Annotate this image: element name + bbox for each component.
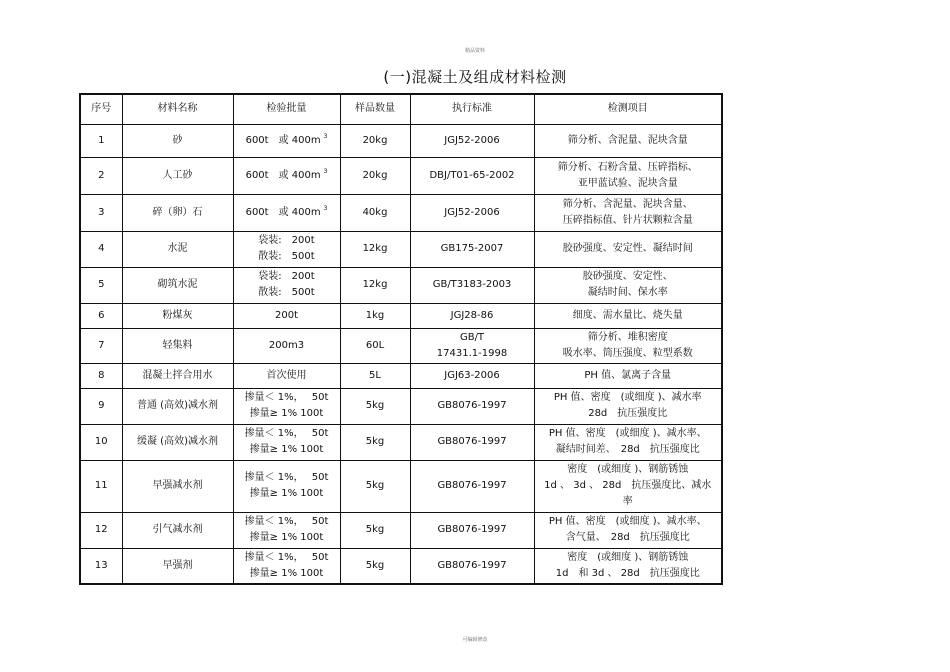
batch-line: 掺量＜ 1%， 50t — [244, 551, 329, 563]
row-number: 5 — [80, 267, 122, 303]
test-items — [534, 124, 722, 157]
batch-line: 首次使用 — [266, 369, 307, 381]
batch-line: 掺量≥ 1% 100t — [249, 567, 324, 579]
sample-quantity: 20kg — [340, 124, 410, 157]
batch-size — [233, 303, 340, 328]
row-number: 12 — [80, 512, 122, 548]
test-items — [534, 231, 722, 267]
table-row — [80, 460, 722, 512]
batch-line: 掺量＜ 1%， 50t — [244, 428, 329, 439]
batch-size — [233, 363, 340, 388]
row-number: 11 — [80, 460, 122, 512]
standard-line: GB/T — [459, 331, 485, 343]
material-name: 水泥 — [122, 231, 233, 267]
row-number: 1 — [80, 124, 122, 157]
row-number: 2 — [80, 157, 122, 194]
material-name: 普通 (高效)减水剂 — [122, 388, 233, 424]
standard — [410, 194, 534, 231]
table-row — [80, 424, 722, 460]
test-item-line: 吸水率、筒压强度、粒型系数 — [562, 347, 693, 359]
footer-note: 可编辑修改 — [462, 637, 488, 643]
sample-quantity: 5kg — [340, 512, 410, 548]
row-number: 4 — [80, 231, 122, 267]
batch-size — [233, 460, 340, 512]
test-item-line: 密度 (或细度 )、钢筋锈蚀 — [567, 551, 689, 563]
standard-line: JGJ52-2006 — [444, 206, 500, 218]
row-number: 7 — [80, 328, 122, 363]
test-item-line: 含气量、 28d 抗压强度比 — [565, 532, 690, 543]
table-row — [80, 363, 722, 388]
material-name: 缓凝 (高效)减水剂 — [122, 424, 233, 460]
test-item-line: PH 值、密度 (或细度 )、减水率、 — [548, 516, 707, 527]
sample-quantity: 5kg — [340, 388, 410, 424]
standard-line: 17431.1-1998 — [436, 347, 508, 359]
table-row — [80, 194, 722, 231]
test-item-line: PH 值、密度 (或细度 )、减水率、 — [548, 428, 707, 439]
batch-line: 600t 或 400m — [245, 169, 321, 181]
test-items — [534, 303, 722, 328]
batch-size — [233, 124, 340, 157]
test-item-line: 筛分析、石粉含量、压碎指标、 — [557, 161, 698, 173]
batch-size — [233, 548, 340, 584]
sample-quantity: 12kg — [340, 267, 410, 303]
standard — [410, 512, 534, 548]
batch-line: 掺量≥ 1% 100t — [249, 532, 324, 543]
unit-superscript: 3 — [323, 204, 328, 212]
batch-line: 掺量≥ 1% 100t — [249, 488, 324, 499]
table-row — [80, 388, 722, 424]
batch-size — [233, 512, 340, 548]
standard — [410, 267, 534, 303]
column-header-sample: 样品数量 — [340, 94, 410, 124]
material-name: 早强剂 — [122, 548, 233, 584]
test-item-line: 细度、需水量比、烧失量 — [572, 309, 683, 321]
sample-quantity: 20kg — [340, 157, 410, 194]
test-item-line: PH 值、氯离子含量 — [584, 369, 672, 381]
standard — [410, 424, 534, 460]
standard — [410, 388, 534, 424]
unit-superscript: 3 — [323, 167, 328, 175]
standard — [410, 124, 534, 157]
column-header-batch: 检验批量 — [233, 94, 340, 124]
test-item-line: 筛分析、堆积密度 — [587, 331, 668, 343]
material-name: 混凝土拌合用水 — [122, 363, 233, 388]
column-header-items: 检测项目 — [534, 94, 722, 124]
row-number: 6 — [80, 303, 122, 328]
batch-size — [233, 194, 340, 231]
standard — [410, 548, 534, 584]
unit-superscript: 3 — [323, 132, 328, 140]
column-header-name: 材料名称 — [122, 94, 233, 124]
batch-line: 600t 或 400m — [245, 206, 321, 218]
batch-size — [233, 424, 340, 460]
sample-quantity: 40kg — [340, 194, 410, 231]
standard — [410, 328, 534, 363]
batch-line: 掺量≥ 1% 100t — [249, 444, 324, 455]
standard — [410, 460, 534, 512]
standard-line: GB8076-1997 — [437, 524, 507, 535]
sample-quantity: 5kg — [340, 548, 410, 584]
standard — [410, 363, 534, 388]
test-items — [534, 512, 722, 548]
sample-quantity: 1kg — [340, 303, 410, 328]
standard-line: GB175-2007 — [440, 243, 504, 254]
table-row — [80, 124, 722, 157]
standard-line: JGJ28-86 — [450, 309, 494, 321]
row-number: 3 — [80, 194, 122, 231]
sample-quantity: 60L — [340, 328, 410, 363]
test-item-line: 凝结时间差、 28d 抗压强度比 — [555, 444, 700, 455]
batch-line: 200m3 — [268, 339, 305, 351]
test-items — [534, 460, 722, 512]
sample-quantity: 12kg — [340, 231, 410, 267]
table-row — [80, 303, 722, 328]
standard-line: GB8076-1997 — [437, 400, 507, 411]
test-items — [534, 388, 722, 424]
test-item-line: 筛分析、含泥量、泥块含量 — [567, 134, 688, 146]
batch-line: 袋装: 200t — [258, 235, 315, 246]
standard — [410, 231, 534, 267]
page-title: (一)混凝土及组成材料检测 — [383, 68, 567, 86]
batch-line: 掺量≥ 1% 100t — [249, 408, 324, 419]
standard-line: GB8076-1997 — [437, 436, 507, 447]
material-name: 砌筑水泥 — [122, 267, 233, 303]
test-item-line: 压碎指标值、针片状颗粒含量 — [562, 214, 693, 226]
test-item-line: 28d 抗压强度比 — [588, 408, 668, 419]
table-row — [80, 157, 722, 194]
test-items — [534, 548, 722, 584]
standard-line: DBJ/T01-65-2002 — [429, 169, 515, 181]
material-name: 引气减水剂 — [122, 512, 233, 548]
table-row — [80, 267, 722, 303]
row-number: 9 — [80, 388, 122, 424]
material-name: 碎（卵）石 — [122, 194, 233, 231]
row-number: 10 — [80, 424, 122, 460]
batch-size — [233, 267, 340, 303]
test-items — [534, 328, 722, 363]
row-number: 13 — [80, 548, 122, 584]
test-item-line: 筛分析、含泥量、泥块含量、 — [562, 198, 693, 210]
sample-quantity: 5L — [340, 363, 410, 388]
sample-quantity: 5kg — [340, 460, 410, 512]
test-item-line: 凝结时间、保水率 — [587, 287, 668, 298]
table-row — [80, 328, 722, 363]
material-name: 早强减水剂 — [122, 460, 233, 512]
test-item-line: 率 — [622, 496, 633, 507]
batch-size — [233, 157, 340, 194]
test-items — [534, 424, 722, 460]
column-header-no: 序号 — [80, 94, 122, 124]
test-items — [534, 363, 722, 388]
batch-size — [233, 328, 340, 363]
batch-line: 袋装: 200t — [258, 271, 315, 282]
test-item-line: 胶砂强度、安定性、凝结时间 — [562, 243, 693, 254]
test-item-line: PH 值、密度 (或细度 )、减水率 — [553, 392, 702, 403]
batch-line: 600t 或 400m — [245, 134, 321, 146]
batch-size — [233, 231, 340, 267]
test-item-line: 密度 (或细度 )、钢筋锈蚀 — [567, 464, 689, 475]
column-header-standard: 执行标准 — [410, 94, 534, 124]
standard — [410, 303, 534, 328]
test-items — [534, 267, 722, 303]
test-items — [534, 157, 722, 194]
material-name: 轻集料 — [122, 328, 233, 363]
batch-line: 掺量＜ 1%， 50t — [244, 392, 329, 403]
batch-line: 掺量＜ 1%， 50t — [244, 472, 329, 483]
material-name: 人工砂 — [122, 157, 233, 194]
test-items — [534, 194, 722, 231]
test-item-line: 胶砂强度、安定性、 — [582, 271, 673, 282]
batch-line: 200t — [274, 309, 298, 321]
batch-line: 掺量＜ 1%， 50t — [244, 516, 329, 527]
standard-line: GB8076-1997 — [437, 480, 507, 491]
standard-line: GB/T3183-2003 — [432, 279, 512, 290]
table-row — [80, 231, 722, 267]
batch-line: 散装: 500t — [258, 251, 315, 262]
material-name: 粉煤灰 — [122, 303, 233, 328]
material-name: 砂 — [122, 124, 233, 157]
standard-line: GB8076-1997 — [437, 559, 507, 571]
table-header-row — [80, 94, 722, 124]
test-item-line: 1d 和 3d 、 28d 抗压强度比 — [555, 567, 700, 579]
header-note: 精品资料 — [464, 48, 485, 54]
batch-size — [233, 388, 340, 424]
standard-line: JGJ52-2006 — [444, 134, 500, 146]
table-row — [80, 512, 722, 548]
batch-line: 散装: 500t — [258, 287, 315, 298]
materials-table — [79, 93, 723, 585]
test-item-line: 1d 、 3d 、 28d 抗压强度比、减水 — [544, 480, 712, 491]
row-number: 8 — [80, 363, 122, 388]
sample-quantity: 5kg — [340, 424, 410, 460]
standard-line: JGJ63-2006 — [444, 369, 500, 381]
standard — [410, 157, 534, 194]
table-row — [80, 548, 722, 584]
test-item-line: 亚甲蓝试验、泥块含量 — [577, 177, 678, 189]
